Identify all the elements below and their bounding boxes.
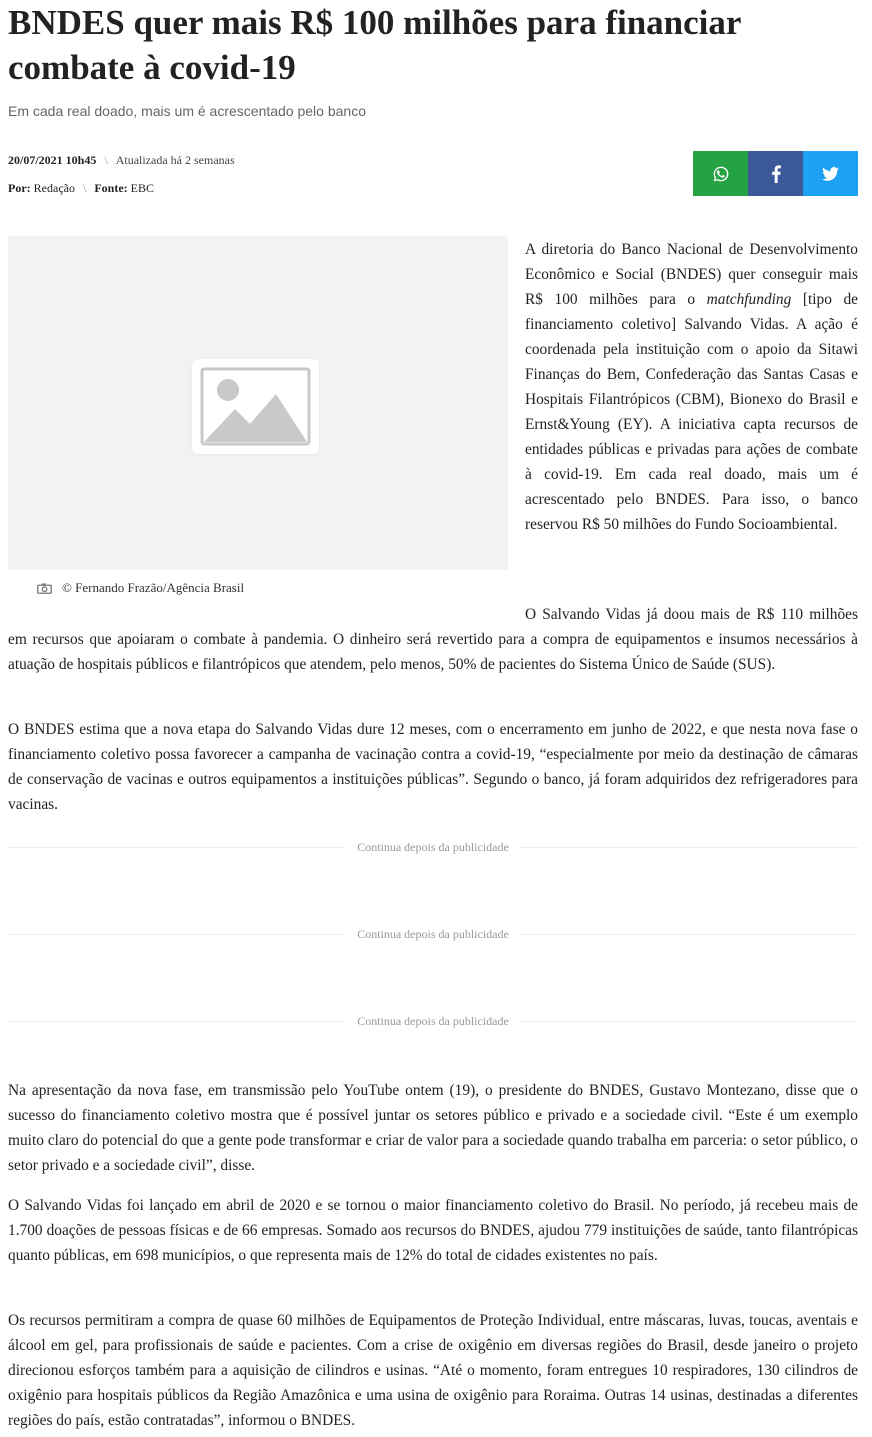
- ad-separator: [8, 924, 858, 944]
- article-paragraph: Os recursos permitiram a compra de quase 60 milhões de Equipamentos de Proteção Individual, entre máscaras, luvas, toucas, aventais e álcool em gel, para profissionais de saúde e pacientes. Com a crise de oxigênio em diversas regiões do Brasil, desde janeiro o projeto direcionou esforços também para a aquisição de cilindros e usinas. “Até o momento, foram entregues 10 respiradores, 130 cilindros de oxigênio para hospitais públicos da Região Amazônica e uma usina de oxigênio para Roraima. Outras 14 usinas, destinadas a diferentes regiões do país, estão contratadas”, informou o BNDES.: [8, 1312, 858, 1429]
- author-name: Redação: [33, 181, 75, 195]
- article-paragraph: O Salvando Vidas já doou mais de R$ 110 milhões em recursos que apoiaram o combate à pandemia. O dinheiro será revertido para a compra de equipamentos e insumos necessários à atuação de hospitais públicos e filantrópicos que atendem, pelo menos, 50% de pacientes do Sistema Único de Saúde (SUS).: [8, 606, 858, 673]
- article-paragraph: Na apresentação da nova fase, em transmissão pelo YouTube ontem (19), o presidente do BNDES, Gustavo Montezano, disse que o sucesso do financiamento coletivo mostra que é possível juntar os setores público e privado e a sociedade civil. “Este é um exemplo muito claro do potencial do que a gente pode transformar e criar de valor para a sociedade quando trabalha em parceria: o setor público, o setor privado e a sociedade civil”, disse.: [8, 1082, 858, 1174]
- source-name: EBC: [130, 181, 154, 195]
- share-whatsapp-button[interactable]: [693, 151, 748, 196]
- article-dates: 20/07/2021 10h45 \ Atualizada há 2 semanas: [8, 153, 235, 167]
- ad-label: Continua depois da publicidade: [357, 1013, 509, 1028]
- article-title: BNDES quer mais R$ 100 milhões para financiar combate à covid-19: [8, 3, 741, 87]
- photo-caption: [37, 578, 244, 598]
- article-image-placeholder: [8, 236, 508, 570]
- author-label: Por:: [8, 181, 31, 195]
- publish-date: 20/07/2021 10h45: [8, 153, 97, 167]
- share-twitter-button[interactable]: [803, 151, 858, 196]
- source-label: Fonte:: [94, 181, 128, 195]
- ad-label: Continua depois da publicidade: [357, 839, 509, 854]
- twitter-icon: [822, 167, 839, 181]
- photo-credit: © Fernando Frazão/Agência Brasil: [62, 580, 245, 595]
- article-subtitle: Em cada real doado, mais um é acrescentado pelo banco: [8, 103, 366, 119]
- ad-separator: [8, 837, 858, 857]
- image-placeholder-icon: [192, 359, 319, 454]
- whatsapp-icon: [712, 165, 730, 183]
- camera-icon: [37, 583, 52, 594]
- updated-label: Atualizada há 2 semanas: [115, 153, 235, 167]
- article-paragraph-lead: A diretoria do Banco Nacional de Desenvolvimento Econômico e Social (BNDES) quer conseguir mais R$ 100 milhões para o matchfunding [tipo de financiamento coletivo] Salvando Vidas. A ação é coordenada pela instituição com o apoio da Sitawi Finanças do Bem, Confederação das Santas Casas e Hospitais Filantrópicos (CBM), Bionexo do Brasil e Ernst&Young (EY). A iniciativa capta recursos de entidades públicas e privadas para ações de combate à covid-19. Em cada real doado, mais um é acrescentado pelo BNDES. Para isso, o banco reservou R$ 50 milhões do Fundo Socioambiental.: [525, 241, 859, 533]
- share-bar: [693, 151, 858, 196]
- ad-separator: [8, 1011, 858, 1031]
- article-paragraph: O Salvando Vidas foi lançado em abril de 2020 e se tornou o maior financiamento coletivo do Brasil. No período, já recebeu mais de 1.700 doações de pessoas físicas e de 66 empresas. Somado aos recursos do BNDES, ajudou 779 instituições de saúde, tanto filantrópicas quanto públicas, em 698 municípios, o que representa mais de 12% do total de cidades existentes no país.: [8, 1197, 858, 1264]
- share-facebook-button[interactable]: [748, 151, 803, 196]
- article-paragraph: O BNDES estima que a nova etapa do Salvando Vidas dure 12 meses, com o encerramento em junho de 2022, e que nesta nova fase o financiamento coletivo possa favorecer a campanha de vacinação contra a covid-19, “especialmente por meio da destinação de câmaras de conservação de vacinas e outros equipamentos a instituições públicas”. Segundo o banco, já foram adquiridos dez refrigeradores para vacinas.: [8, 721, 858, 813]
- facebook-icon: [770, 165, 782, 183]
- ad-label: Continua depois da publicidade: [357, 926, 509, 941]
- article-byline: Por: Redação \ Fonte: EBC: [8, 181, 154, 195]
